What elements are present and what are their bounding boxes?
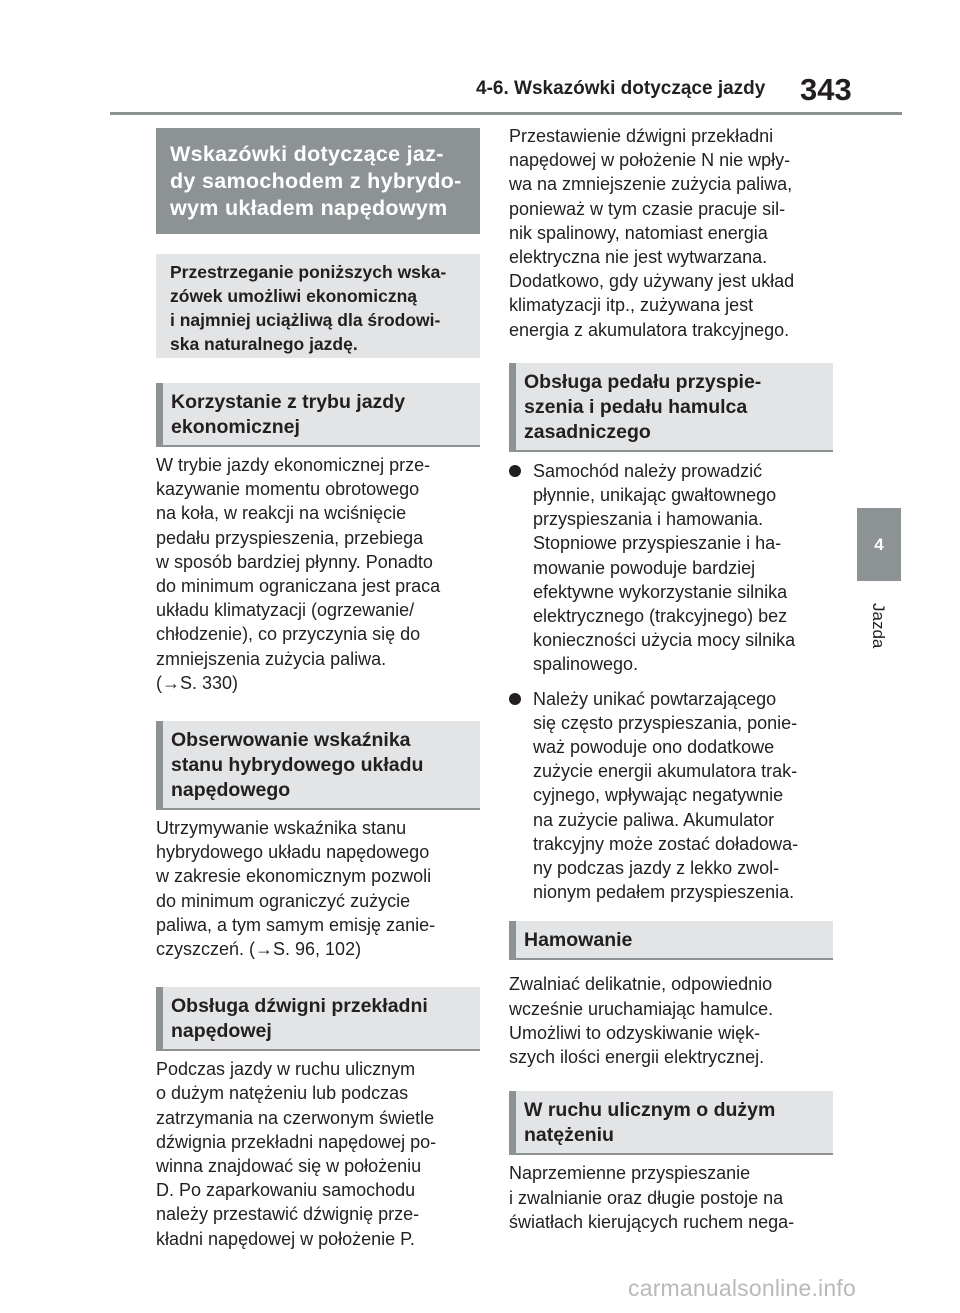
body-line: układu klimatyzacji (ogrzewanie/ <box>156 600 415 621</box>
body-line: Zwalniać delikatnie, odpowiednio <box>509 974 773 995</box>
section-heading-line: Obserwowanie wskaźnika <box>171 729 411 752</box>
body-line: Umożliwi to odzyskiwanie więk- <box>509 1022 761 1043</box>
list-item <box>509 687 833 905</box>
section-heading-line: ekonomicznej <box>171 416 300 438</box>
body-line: zmniejszenia zużycia paliwa. <box>156 648 387 669</box>
body-line: kazywanie momentu obrotowego <box>156 479 420 500</box>
body-line: Naprzemienne przyspieszanie <box>509 1163 751 1184</box>
body-line: w sposób bardziej płynny. Ponadto <box>156 551 433 572</box>
body-line: światłach kierujących ruchem nega- <box>509 1211 795 1232</box>
section-heading-line: W ruchu ulicznym o dużym <box>524 1099 776 1122</box>
body-line: kładni napędowej w położenie P. <box>156 1228 415 1249</box>
body-line: D. Po zaparkowaniu samochodu <box>156 1180 416 1201</box>
body-line: Dodatkowo, gdy używany jest układ <box>509 271 795 292</box>
body-line: i zwalnianie oraz długie postoje na <box>509 1187 784 1208</box>
section-heading-line: Obsługa pedału przyspie- <box>524 370 762 393</box>
body-line: na koła, w reakcji na wciśnięcie <box>156 503 407 524</box>
body-line: się często przyspieszania, ponie- <box>533 712 798 733</box>
section-heading-line: stanu hybrydowego układu <box>171 754 424 777</box>
body-line: Należy unikać powtarzającego <box>533 688 777 709</box>
body-line: zużycie energii akumulatora trak- <box>533 761 798 782</box>
bullet-icon <box>509 465 521 477</box>
body-line: płynnie, unikając gwałtownego <box>533 485 777 506</box>
section-heading-line: Obsługa dźwigni przekładni <box>171 995 428 1018</box>
section-body-hybrid-indicator <box>156 816 480 961</box>
body-line: Podczas jazdy w ruchu ulicznym <box>156 1059 416 1080</box>
body-line: klimatyzacji itp., zużywana jest <box>509 295 754 316</box>
body-line: Samochód należy prowadzić <box>533 460 763 481</box>
body-line: cyjnego, wpływając negatywnie <box>533 785 784 806</box>
continuation-paragraph <box>509 124 833 342</box>
section-heading-line: Korzystanie z trybu jazdy <box>171 391 406 413</box>
header-section-title: 4-6. Wskazówki dotyczące jazdy <box>476 78 766 99</box>
body-line: Utrzymywanie wskaźnika stanu <box>156 818 407 839</box>
chapter-tab-label: Jazda <box>869 603 888 649</box>
body-line: elektrycznego (trakcyjnego) bez <box>533 606 788 627</box>
section-body-heavy-traffic <box>509 1161 833 1234</box>
body-line: wa na zmniejszenie zużycia paliwa, <box>509 174 793 195</box>
body-line: pedału przyspieszenia, przebiega <box>156 527 424 548</box>
body-line: elektryczna nie jest wytwarzana. <box>509 247 768 268</box>
body-line: napędowej w położenie N nie wpły- <box>509 150 791 171</box>
body-line: do minimum ograniczyć zużycie <box>156 890 411 911</box>
body-line: dźwignia przekładni napędowej po- <box>156 1131 437 1152</box>
section-heading-line: szenia i pedału hamulca <box>524 395 748 418</box>
body-line: na zużycie paliwa. Akumulator <box>533 809 775 830</box>
body-line: mowanie powoduje bardziej <box>533 557 756 578</box>
body-line: szych ilości energii elektrycznej. <box>509 1047 765 1068</box>
page-title-line: dy samochodem z hybrydo- <box>170 169 462 193</box>
body-line: paliwa, a tym samym emisję zanie- <box>156 914 436 935</box>
header-divider <box>110 112 902 115</box>
body-line: waż powoduje ono dodatkowe <box>533 737 775 758</box>
list-item <box>509 459 833 677</box>
page-number: 343 <box>800 72 852 107</box>
section-heading-pedals <box>509 363 833 452</box>
body-line: konieczności użycia mocy silnika <box>533 630 796 651</box>
body-line: nionym pedałem przyspieszenia. <box>533 882 795 903</box>
body-line: zatrzymania na czerwonym świetle <box>156 1107 435 1128</box>
intro-line: zówek umożliwi ekonomiczną <box>170 286 417 306</box>
body-line: winna znajdować się w położeniu <box>156 1156 422 1177</box>
bullet-icon <box>509 693 521 705</box>
intro-line: i najmniej uciążliwą dla środowi- <box>170 310 441 330</box>
body-line: należy przestawić dźwignię prze- <box>156 1204 420 1225</box>
intro-line: Przestrzeganie poniższych wska- <box>170 262 447 282</box>
page-title-box <box>156 128 480 234</box>
intro-box <box>156 254 480 358</box>
watermark: carmanualsonline.info <box>628 1275 856 1301</box>
section-heading-line: natężeniu <box>524 1124 614 1147</box>
section-heading-line: zasadniczego <box>524 420 651 443</box>
page-title-line: wym układem napędowym <box>170 196 448 220</box>
body-line: Przestawienie dźwigni przekładni <box>509 126 774 146</box>
body-line: do minimum ograniczana jest praca <box>156 576 441 597</box>
left-column <box>156 128 480 1251</box>
section-heading-line: napędowej <box>171 1020 272 1043</box>
body-line: ponieważ w tym czasie pracuje sil- <box>509 198 786 219</box>
body-line: hybrydowego układu napędowego <box>156 842 430 863</box>
section-heading-eco-mode <box>156 383 480 447</box>
right-column <box>509 124 833 1234</box>
chapter-tab-number: 4 <box>857 508 901 581</box>
section-body-shift-lever <box>156 1057 480 1251</box>
body-line: w zakresie ekonomicznym pozwoli <box>156 866 432 887</box>
body-line: spalinowego. <box>533 654 639 675</box>
body-line: przyspieszania i hamowania. <box>533 509 764 530</box>
body-line: energia z akumulatora trakcyjnego. <box>509 319 790 340</box>
body-line: o dużym natężeniu lub podczas <box>156 1083 409 1104</box>
body-line: chłodzenie), co przyczynia się do <box>156 624 421 645</box>
intro-line: ska naturalnego jazdę. <box>170 334 358 354</box>
page-title-line: Wskazówki dotyczące jaz- <box>170 142 444 166</box>
pedal-bullet-list <box>509 459 833 905</box>
body-line: trakcyjny może zostać doładowa- <box>533 833 799 854</box>
body-line: ny podczas jazdy z lekko zwol- <box>533 858 780 879</box>
section-heading-shift-lever <box>156 987 480 1051</box>
body-line: nik spalinowy, natomiast energia <box>509 222 768 243</box>
section-heading-line: Hamowanie <box>524 929 633 952</box>
body-line: W trybie jazdy ekonomicznej prze- <box>156 455 431 475</box>
page-reference[interactable]: czyszczeń. (→S. 96, 102) <box>156 939 362 960</box>
page-reference[interactable]: (→S. 330) <box>156 672 239 693</box>
body-line: efektywne wykorzystanie silnika <box>533 581 788 602</box>
body-line: wcześnie uruchamiając hamulce. <box>509 998 774 1019</box>
section-heading-braking <box>509 921 833 960</box>
section-heading-hybrid-indicator <box>156 721 480 810</box>
section-body-braking <box>509 972 833 1069</box>
body-line: Stopniowe przyspieszanie i ha- <box>533 533 782 554</box>
section-heading-line: napędowego <box>171 779 291 802</box>
section-body-eco-mode <box>156 453 480 695</box>
section-heading-heavy-traffic <box>509 1091 833 1155</box>
